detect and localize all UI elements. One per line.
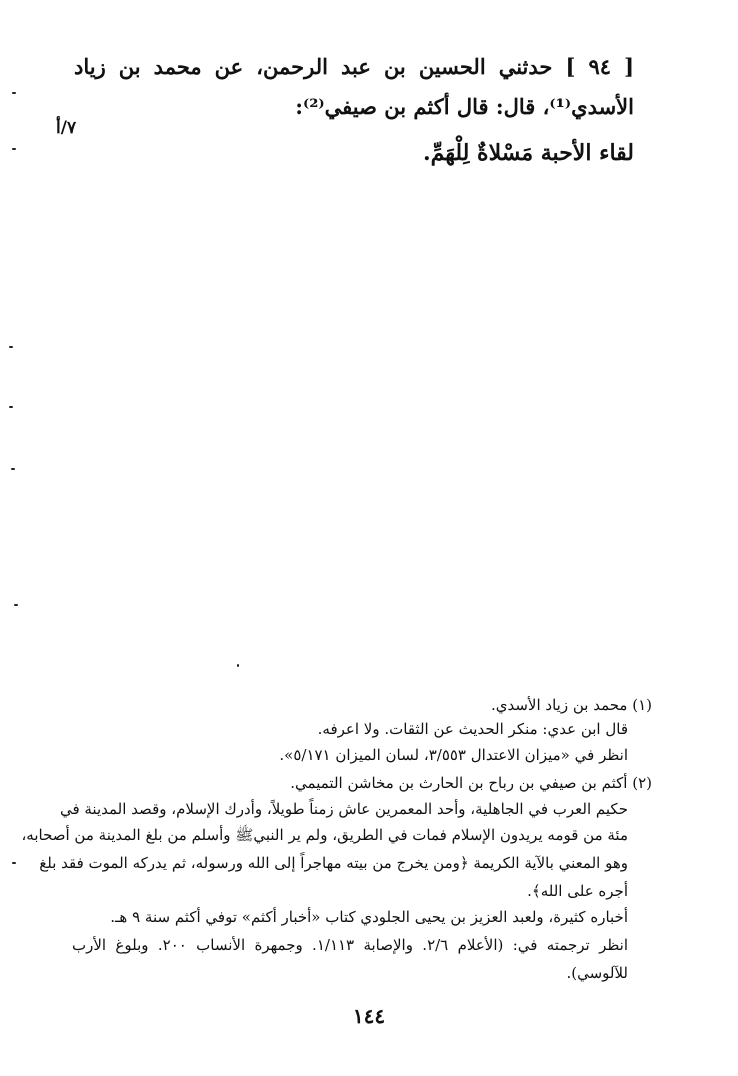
footnote-1-line-2: قال ابن عدي: منكر الحديث عن الثقات. ولا اعرفه. — [317, 720, 628, 738]
main-text-line-2: الأسدي⁽¹⁾، قال: قال أكثم بن صيفي⁽²⁾: — [295, 94, 634, 119]
manuscript-folio-reference: ٧/أ — [56, 118, 77, 138]
scan-speck — [237, 664, 239, 667]
footnote-2-line-4: وهو المعني بالآية الكريمة ﴿ومن يخرج من بيته مهاجراً إلى الله ورسوله، ثم يدركه الموت فقد بلغ — [39, 854, 628, 872]
scan-speck — [12, 148, 16, 150]
scan-speck — [9, 346, 13, 348]
footnote-2-line-5: أجره على الله﴾. — [527, 882, 628, 900]
scan-speck — [14, 604, 18, 606]
main-text-line-3: لقاء الأحبة مَسْلاةٌ لِلْهَمِّ. — [422, 140, 634, 166]
scan-speck — [11, 468, 15, 470]
scan-speck — [9, 406, 13, 408]
footnote-2-heading: (٢) أكثم بن صيفي بن رباح بن الحارث بن مخاشن التميمي. — [290, 774, 652, 792]
footnote-2-line-8: للآلوسي). — [566, 964, 628, 982]
page-number: ١٤٤ — [352, 1004, 386, 1028]
footnote-2-line-7: انظر ترجمته في: (الأعلام ٢/٦. والإصابة ١/١١٣. وجمهرة الأنساب ٢٠٠. وبلوغ الأرب — [72, 936, 628, 954]
footnote-2-line-6: أخباره كثيرة، ولعبد العزيز بن يحيى الجلودي كتاب «أخبار أكثم» توفي أكثم سنة ٩ هـ. — [110, 908, 628, 926]
footnote-2-line-3: مئة من قومه يريدون الإسلام فمات في الطريق، ولم ير النبيﷺ وأسلم من بلغ المدينة من أصحابه، — [21, 826, 628, 844]
main-text-line-1: [ ٩٤ ] حدثني الحسين بن عبد الرحمن، عن محمد بن زياد — [74, 54, 635, 79]
scan-speck — [12, 862, 16, 864]
footnote-1-heading: (١) محمد بن زياد الأسدي. — [490, 696, 652, 714]
scan-speck — [12, 92, 16, 94]
footnote-2-line-2: حكيم العرب في الجاهلية، وأحد المعمرين عاش زمناً طويلاً، وأدرك الإسلام، وقصد المدينة في — [59, 800, 628, 818]
footnote-1-line-3: انظر في «ميزان الاعتدال ٣/٥٥٣، لسان الميزان ٥/١٧١». — [279, 746, 628, 764]
